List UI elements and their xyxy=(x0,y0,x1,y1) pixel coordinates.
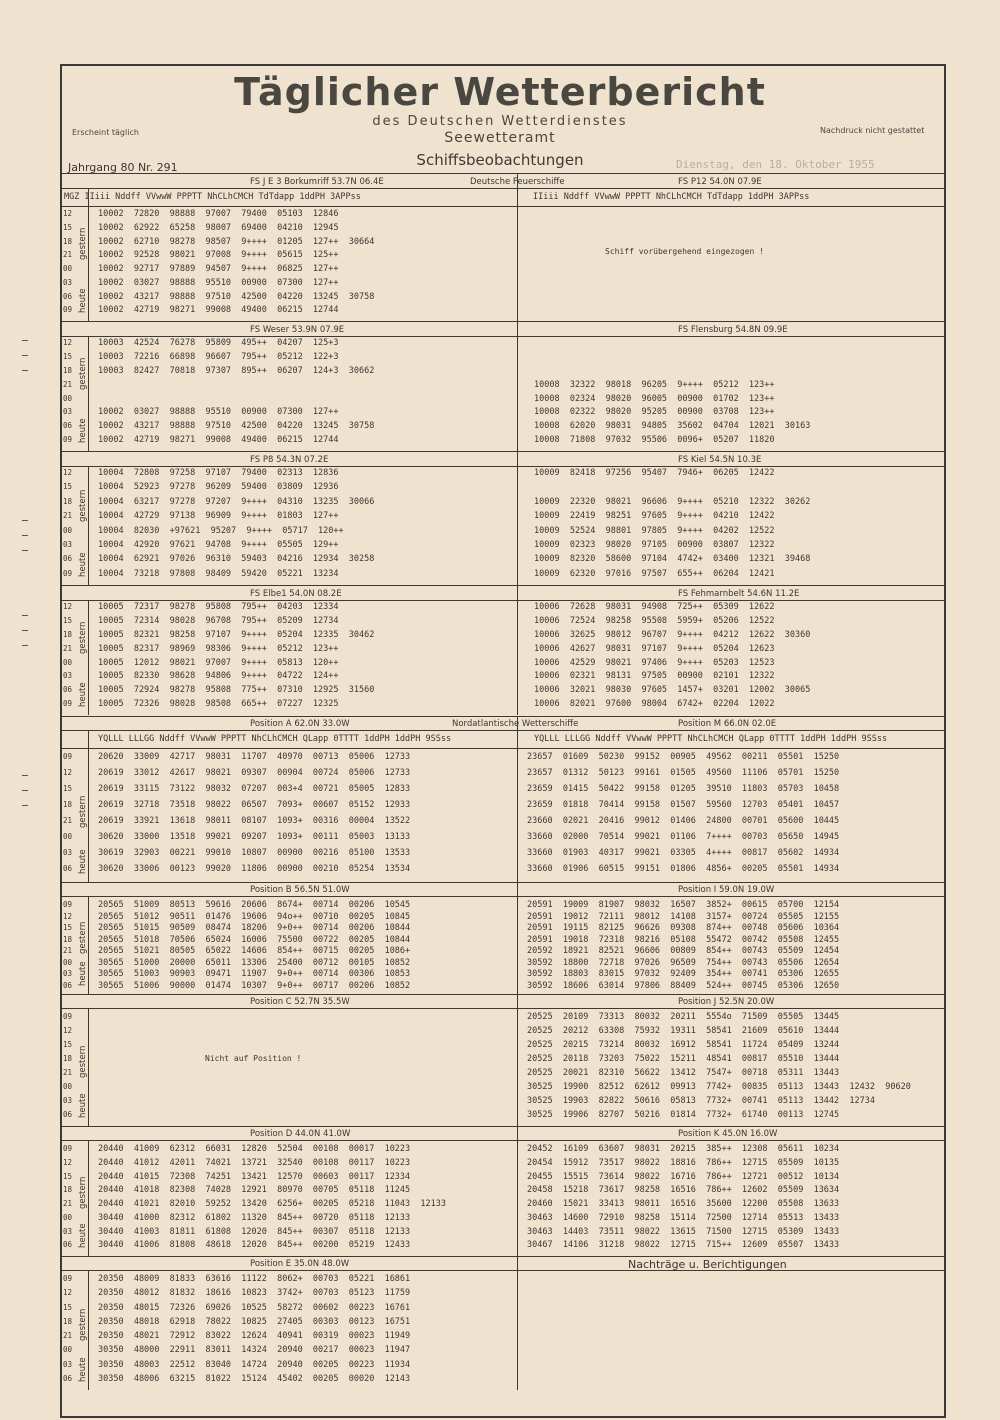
divider xyxy=(62,994,946,995)
row-time: 03 xyxy=(63,277,73,287)
section-label-right: FS P12 54.0N 07.9E xyxy=(678,177,762,187)
section-label-right: FS Fehmarnbelt 54.6N 11.2E xyxy=(678,589,800,599)
divider xyxy=(88,896,89,994)
row-time: 18 xyxy=(63,1316,73,1326)
divider xyxy=(62,882,946,883)
table-row: 10005 72314 98028 96708 795++ 05209 12734 xyxy=(98,615,339,626)
section-label-right: Position J 52.5N 20.0W xyxy=(678,997,775,1007)
punch-mark xyxy=(22,790,28,792)
column-header: MGZ IIiii Nddff VVwwW PPPTT NhCLhCMCH TdTdapp 1ddPH 3APPss xyxy=(64,192,361,202)
table-row: 10009 62320 97016 97507 655++ 06204 12421 xyxy=(534,568,775,579)
row-time: 09 xyxy=(63,435,73,445)
table-row: 10002 72820 98888 97007 79400 05103 12846 xyxy=(98,209,339,219)
row-time: 06 xyxy=(63,1110,73,1119)
row-time: 09 xyxy=(63,1012,73,1021)
table-row: 30620 33000 13518 99021 09207 1093+ 00111 05003 13133 xyxy=(98,832,411,842)
gestern-label: gestern xyxy=(78,921,88,954)
table-row: 20525 20212 63308 75932 19311 58541 21609 05610 13444 xyxy=(527,1026,840,1036)
table-row: 20591 19009 81907 98032 16507 3852+ 00615 05700 12154 xyxy=(527,900,840,910)
table-row: 33660 01903 40317 99021 03305 4++++ 00817 05602 14934 xyxy=(527,848,840,858)
table-row: 10004 42729 97138 96909 9++++ 01803 127++ xyxy=(98,511,339,522)
heute-label: heute xyxy=(78,682,88,707)
row-time: 18 xyxy=(63,365,73,375)
gestern-label: gestern xyxy=(78,489,88,522)
table-row: 10009 82418 97256 95407 7946+ 06205 12422 xyxy=(534,468,775,478)
column-header: YQLLL LLLGG Nddff VVwwW PPPTT NhCLhCMCH QLapp 0TTTT 1ddPH 1ddPH 9SSss xyxy=(534,734,888,744)
row-time: 21 xyxy=(63,816,73,825)
table-row: 20565 51015 90509 08474 18206 9+0++ 00714 00206 10844 xyxy=(98,923,411,933)
row-time: 06 xyxy=(63,864,73,873)
section-label-left: Position E 35.0N 48.0W xyxy=(250,1259,350,1269)
table-row: 10009 02323 98020 97105 00900 03807 12322 xyxy=(534,539,775,550)
row-time: 06 xyxy=(63,685,73,695)
divider xyxy=(62,1270,946,1271)
section-label-right: FS Flensburg 54.8N 09.9E xyxy=(678,325,788,335)
column-header: IIiii Nddff VVwwW PPPTT NhCLhCMCH TdTdapp 1ddPH 3APPss xyxy=(533,192,810,202)
row-time: 06 xyxy=(63,1240,73,1250)
table-row: 10006 32021 98030 97605 1457+ 03201 12002 30065 xyxy=(534,685,811,696)
divider xyxy=(62,336,946,337)
row-time: 03 xyxy=(63,1096,73,1105)
table-row: 10006 72628 98031 94908 725++ 05309 12622 xyxy=(534,602,775,612)
row-time: 12 xyxy=(63,1026,73,1035)
gestern-label: gestern xyxy=(78,1308,88,1342)
table-row: 23660 02021 20416 99012 01406 24800 00701 05600 10445 xyxy=(527,816,840,826)
row-time: 00 xyxy=(63,393,73,403)
row-time: 06 xyxy=(63,980,73,990)
table-row: 10005 82330 98628 94806 9++++ 04722 124++ xyxy=(98,671,339,682)
table-row: 30592 18606 63014 97806 88409 524++ 00745 05306 12650 xyxy=(527,980,840,991)
divider xyxy=(62,1140,946,1141)
row-time: 15 xyxy=(63,784,73,793)
heute-label: heute xyxy=(78,552,88,577)
jahrgang: Jahrgang 80 Nr. 291 xyxy=(68,161,178,174)
table-row: 30463 14600 72910 98258 15114 72500 12714 05513 13433 xyxy=(527,1212,840,1223)
row-time: 03 xyxy=(63,969,73,978)
table-row: 20565 51021 80505 65022 14606 854++ 00715 00205 1086+ xyxy=(98,946,411,956)
divider xyxy=(517,451,518,585)
row-time: 18 xyxy=(63,934,73,944)
row-time: 12 xyxy=(63,1157,73,1167)
table-row: 20525 20021 82310 56622 13412 7547+ 00718 05311 13443 xyxy=(527,1068,840,1078)
table-row: 30525 19900 82512 62612 09913 7742+ 00835 05113 13443 12432 90620 xyxy=(527,1082,911,1092)
punch-mark xyxy=(22,805,28,807)
row-time: 03 xyxy=(63,1226,73,1236)
center-heading: Deutsche Feuerschiffe xyxy=(470,177,565,187)
row-time: 21 xyxy=(63,250,73,260)
row-time: 00 xyxy=(63,264,73,273)
table-row: 10006 72524 98258 95508 5959+ 05206 12522 xyxy=(534,615,775,626)
punch-mark xyxy=(22,775,28,777)
table-row: 20592 18921 82521 96606 00809 854++ 00743 05509 12454 xyxy=(527,946,840,956)
row-time: 15 xyxy=(63,923,73,932)
divider xyxy=(517,321,518,451)
table-row: 23659 01818 70414 99158 01507 59560 12703 05401 10457 xyxy=(527,800,840,810)
heute-label: heute xyxy=(78,418,88,443)
heute-label: heute xyxy=(78,1223,88,1248)
row-time: 15 xyxy=(63,1171,73,1181)
table-row: 10004 72808 97258 97107 79400 02313 12836 xyxy=(98,468,339,478)
gestern-label: gestern xyxy=(78,621,88,654)
row-time: 15 xyxy=(63,482,73,492)
right-note: Schiff vorübergehend eingezogen ! xyxy=(605,247,764,256)
gestern-label: gestern xyxy=(78,795,88,828)
table-row: 10002 62922 65258 98007 69400 04210 12945 xyxy=(98,222,339,233)
table-row: 20619 33115 73122 98032 07207 003+4 00721 05005 12833 xyxy=(98,784,411,794)
table-row: 30350 48000 22911 83011 14324 20940 00217 00023 11947 xyxy=(98,1345,411,1356)
divider xyxy=(62,451,946,452)
divider xyxy=(62,173,946,174)
divider xyxy=(62,896,946,897)
row-time: 09 xyxy=(63,1144,73,1153)
divider xyxy=(62,188,946,189)
table-row: 10005 82321 98258 97107 9++++ 05204 12335 30462 xyxy=(98,629,375,640)
divider xyxy=(517,585,518,715)
row-time: 21 xyxy=(63,1331,73,1340)
table-row: 10008 02324 98020 96005 00900 01702 123++ xyxy=(534,393,775,404)
table-row: 23657 01609 50230 99152 00905 49562 00211 05501 15250 xyxy=(527,752,840,762)
row-time: 09 xyxy=(63,1274,73,1283)
punch-mark xyxy=(22,615,28,617)
row-time: 06 xyxy=(63,421,73,431)
punch-mark xyxy=(22,550,28,552)
row-time: 15 xyxy=(63,222,73,232)
table-row: 20525 20109 73313 80032 20211 5554o 71509 05505 13445 xyxy=(527,1012,840,1022)
table-row: 20458 15218 73617 98258 16516 786++ 12602 05509 13634 xyxy=(527,1185,840,1196)
row-time: 12 xyxy=(63,768,73,777)
row-time: 00 xyxy=(63,1345,73,1355)
row-time: 03 xyxy=(63,1359,73,1369)
row-time: 12 xyxy=(63,468,73,477)
table-row: 20591 19012 72111 98012 14108 3157+ 00724 05505 12155 xyxy=(527,911,840,922)
section-label-right: Position M 66.0N 02.0E xyxy=(678,719,777,729)
row-time: 12 xyxy=(63,209,73,218)
row-time: 15 xyxy=(63,1040,73,1049)
table-row: 30467 14106 31218 98022 12715 715++ 12609 05507 13433 xyxy=(527,1240,840,1251)
table-row: 10002 42719 98271 99008 49400 06215 12744 xyxy=(98,435,339,446)
heute-label: heute xyxy=(78,1357,88,1382)
row-time: 06 xyxy=(63,291,73,301)
row-time: 00 xyxy=(63,957,73,967)
table-row: 20619 32718 73518 98022 06507 7093+ 00607 05152 12933 xyxy=(98,800,411,810)
table-row: 10005 12012 98021 97007 9++++ 05813 120++ xyxy=(98,657,339,668)
divider xyxy=(62,716,946,717)
table-row: 20460 15021 33413 98011 16516 35600 12200 05508 13633 xyxy=(527,1199,840,1209)
table-row: 20440 41012 42011 74021 13721 32540 00108 00117 10223 xyxy=(98,1157,411,1168)
punch-mark xyxy=(22,630,28,632)
gestern-label: gestern xyxy=(78,1176,88,1209)
table-row: 10008 32322 98018 96205 9++++ 05212 123++ xyxy=(534,379,775,390)
column-header: YQLLL LLLGG Nddff VVwwW PPPTT NhCLhCMCH QLapp 0TTTT 1ddPH 1ddPH 9SSss xyxy=(98,734,452,744)
row-time: 03 xyxy=(63,848,73,857)
table-row: 30565 51003 90903 09471 11907 9+0++ 00714 00306 10853 xyxy=(98,969,411,979)
table-row: 30620 33006 00123 99020 11806 00900 00210 05254 13534 xyxy=(98,864,411,874)
divider xyxy=(517,716,518,882)
table-row: 20619 33012 42617 98021 09307 00904 00724 05006 12733 xyxy=(98,768,411,778)
divider xyxy=(62,600,946,601)
table-row: 10002 92717 97889 94507 9++++ 06825 127++ xyxy=(98,264,339,274)
row-time: 00 xyxy=(63,525,73,535)
divider xyxy=(62,1008,946,1009)
table-row: 10009 22419 98251 97605 9++++ 04210 12422 xyxy=(534,511,775,522)
table-row: 10004 63217 97278 97207 9++++ 04310 13235 30066 xyxy=(98,496,375,507)
table-row: 30592 18803 83015 97032 92409 354++ 00741 05306 12655 xyxy=(527,969,840,979)
table-row: 20591 19115 82125 96626 09308 874++ 00748 05606 10364 xyxy=(527,923,840,933)
row-time: 15 xyxy=(63,1302,73,1312)
row-time: 09 xyxy=(63,568,73,578)
row-time: 18 xyxy=(63,496,73,506)
section-label-left: Position C 52.7N 35.5W xyxy=(250,997,350,1007)
divider xyxy=(62,466,946,467)
divider xyxy=(517,994,518,1126)
report-subtitle: des Deutschen Wetterdienstes xyxy=(372,114,628,129)
section-label-left: Position D 44.0N 41.0W xyxy=(250,1129,351,1139)
section-label-right: FS Kiel 54.5N 10.3E xyxy=(678,455,762,465)
divider xyxy=(88,466,89,585)
table-row: 30440 41006 81808 48618 12020 845++ 00200 05219 12433 xyxy=(98,1240,411,1251)
table-row: 20350 48015 72326 69026 10525 58272 00602 00223 16761 xyxy=(98,1302,411,1313)
gestern-label: gestern xyxy=(78,1045,88,1078)
divider xyxy=(88,1140,89,1256)
table-row: 10005 72317 98278 95808 795++ 04203 12334 xyxy=(98,602,339,612)
row-time: 21 xyxy=(63,1199,73,1208)
divider xyxy=(88,336,89,451)
row-time: 15 xyxy=(63,351,73,361)
table-row: 20525 20118 73203 75022 15211 48541 00817 05510 13444 xyxy=(527,1054,840,1064)
table-row: 20350 48012 81832 18616 10823 3742+ 00703 05123 11759 xyxy=(98,1288,411,1299)
divider xyxy=(62,206,946,207)
divider xyxy=(88,730,89,882)
table-row: 10003 42524 76278 95809 495++ 04207 125+3 xyxy=(98,338,339,348)
divider xyxy=(62,748,946,749)
table-row: 10008 62020 98031 94805 35602 04704 12021 30163 xyxy=(534,421,811,432)
row-time: 09 xyxy=(63,305,73,315)
table-row: 10004 62921 97026 96310 59403 04216 12934 30258 xyxy=(98,554,375,565)
row-time: 21 xyxy=(63,643,73,653)
table-row: 23659 01415 50422 99158 01205 39510 11803 05703 10458 xyxy=(527,784,840,794)
table-row: 10003 72216 66898 96607 795++ 05212 122+3 xyxy=(98,351,339,362)
punch-mark xyxy=(22,340,28,342)
table-row: 20565 51018 70506 65024 16006 75500 00722 00205 10844 xyxy=(98,934,411,945)
table-row: 30463 14403 73511 98022 13615 71500 12715 05309 13433 xyxy=(527,1226,840,1237)
heute-label: heute xyxy=(78,849,88,874)
divider xyxy=(62,730,946,731)
table-row: 10002 03027 98888 95510 00900 07300 127++ xyxy=(98,277,339,288)
punch-mark xyxy=(22,370,28,372)
punch-mark xyxy=(22,520,28,522)
table-row: 10002 03027 98888 95510 00900 07300 127++ xyxy=(98,407,339,418)
divider xyxy=(62,321,946,322)
table-row: 30350 48003 22512 83040 14724 20940 00205 00223 11934 xyxy=(98,1359,411,1370)
table-row: 20440 41021 82010 59252 13420 6256+ 00205 05218 11043 12133 xyxy=(98,1199,446,1209)
table-row: 33660 01906 60515 99151 01806 4856+ 00205 05501 14934 xyxy=(527,864,840,874)
section-label-left: Position B 56.5N 51.0W xyxy=(250,885,350,895)
row-time: 21 xyxy=(63,946,73,955)
table-row: 30592 18800 72718 97026 96509 754++ 00743 05506 12654 xyxy=(527,957,840,968)
punch-mark xyxy=(22,535,28,537)
table-row: 20350 48018 62918 78022 10825 27405 00303 00123 16751 xyxy=(98,1316,411,1327)
table-row: 20591 19018 72318 98216 05108 55472 00742 05508 12455 xyxy=(527,934,840,945)
row-time: 15 xyxy=(63,615,73,625)
row-time: 03 xyxy=(63,539,73,549)
divider xyxy=(517,1256,518,1390)
table-row: 20455 15515 73614 98022 16716 786++ 12721 00512 10134 xyxy=(527,1171,840,1182)
divider xyxy=(62,1256,946,1257)
row-time: 00 xyxy=(63,657,73,667)
punch-mark xyxy=(22,355,28,357)
heute-label: heute xyxy=(78,288,88,313)
table-row: 30565 51000 20000 65011 13306 25400 00712 00105 10852 xyxy=(98,957,411,968)
table-row: 10006 82021 97600 98004 6742+ 02204 12022 xyxy=(534,699,775,710)
table-row: 10009 52524 98801 97805 9++++ 04202 12522 xyxy=(534,525,775,536)
table-row: 10006 02321 98131 97505 00900 02101 12322 xyxy=(534,671,775,682)
table-row: 20440 41009 62312 66031 12820 52504 00108 00017 10223 xyxy=(98,1144,411,1154)
table-row: 20452 16109 63607 98031 20215 385++ 12308 05611 10234 xyxy=(527,1144,840,1154)
row-time: 09 xyxy=(63,900,73,909)
row-time: 21 xyxy=(63,1068,73,1077)
table-row: 10002 43217 98888 97510 42500 04220 13245 30758 xyxy=(98,291,375,302)
divider xyxy=(88,1270,89,1390)
section-label-right: Position K 45.0N 16.0W xyxy=(678,1129,778,1139)
table-row: 10002 42719 98271 99008 49400 06215 12744 xyxy=(98,305,339,316)
section-label-left: FS P8 54.3N 07.2E xyxy=(250,455,329,465)
table-row: 30350 48006 63215 81022 15124 45402 00205 00020 12143 xyxy=(98,1373,411,1384)
table-row: 20440 41018 82308 74028 12921 80970 00705 05118 11245 xyxy=(98,1185,411,1196)
row-time: 00 xyxy=(63,1082,73,1091)
table-row: 10004 42920 97621 94708 9++++ 05505 129++ xyxy=(98,539,339,550)
divider xyxy=(517,173,518,321)
table-row: 33660 02000 70514 99021 01106 7++++ 00703 05650 14945 xyxy=(527,832,840,842)
table-row: 10005 72326 98028 98508 665++ 07227 12325 xyxy=(98,699,339,710)
heute-label: heute xyxy=(78,1093,88,1118)
table-row: 30619 32903 00221 99010 10807 00900 00216 05100 13533 xyxy=(98,848,411,858)
table-row: 10008 71808 97032 95506 0096+ 05207 11820 xyxy=(534,435,775,446)
left-note: Erscheint täglich xyxy=(72,128,139,137)
divider xyxy=(88,600,89,715)
table-row: 10002 43217 98888 97510 42500 04220 13245 30758 xyxy=(98,421,375,432)
punch-mark xyxy=(22,645,28,647)
report-date: Dienstag, den 18. Oktober 1955 xyxy=(676,158,875,171)
divider xyxy=(517,882,518,994)
row-time: 12 xyxy=(63,602,73,611)
table-row: 10002 62710 98278 98507 9++++ 01205 127++ 30664 xyxy=(98,236,375,247)
table-row: 10009 82320 58600 97104 4742+ 03400 12321 39468 xyxy=(534,554,811,565)
nachtraege-label: Nachträge u. Berichtigungen xyxy=(628,1258,787,1271)
row-time: 00 xyxy=(63,832,73,841)
row-time: 18 xyxy=(63,1185,73,1195)
table-row: 30525 19903 82822 50616 05813 7732+ 00741 05113 13442 12734 xyxy=(527,1096,875,1106)
left-note: Nicht auf Position ! xyxy=(205,1054,302,1063)
table-row: 30440 41000 82312 61802 11320 845++ 00720 05118 12133 xyxy=(98,1212,411,1223)
table-row: 30440 41003 81811 61808 12020 845++ 00307 05118 12133 xyxy=(98,1226,411,1237)
table-row: 30525 19906 82707 50216 01814 7732+ 61740 00113 12745 xyxy=(527,1110,840,1120)
table-row: 10004 82030 +97621 95207 9++++ 05717 120++ xyxy=(98,525,344,536)
row-time: 09 xyxy=(63,752,73,761)
table-row: 10006 42627 98031 97107 9++++ 05204 12623 xyxy=(534,643,775,654)
section-label-right: Position I 59.0N 19.0W xyxy=(678,885,775,895)
table-row: 10004 73218 97808 98409 59420 05221 13234 xyxy=(98,568,339,579)
table-row: 10003 82427 70818 97307 895++ 06207 124+3 30662 xyxy=(98,365,375,376)
section-label-left: Position A 62.0N 33.0W xyxy=(250,719,350,729)
table-row: 20350 48009 81833 63616 11122 8062+ 00703 05221 16861 xyxy=(98,1274,411,1284)
gestern-label: gestern xyxy=(78,357,88,390)
table-row: 20619 33921 13618 98011 08107 1093+ 00316 00004 13522 xyxy=(98,816,411,826)
report-office: Seewetteramt xyxy=(444,130,556,146)
row-time: 03 xyxy=(63,407,73,417)
row-time: 06 xyxy=(63,554,73,564)
right-note: Nachdruck nicht gestattet xyxy=(820,126,925,135)
divider xyxy=(517,1126,518,1256)
report-title: Täglicher Wetterbericht xyxy=(234,70,766,114)
report-section: Schiffsbeobachtungen xyxy=(416,151,584,169)
row-time: 12 xyxy=(63,1288,73,1298)
row-time: 18 xyxy=(63,800,73,809)
table-row: 20525 20215 73214 80032 16912 58541 11724 05409 13244 xyxy=(527,1040,840,1050)
divider xyxy=(88,188,89,321)
row-time: 09 xyxy=(63,699,73,709)
table-row: 10006 32625 98012 96707 9++++ 04212 12622 30360 xyxy=(534,629,811,640)
row-time: 06 xyxy=(63,1373,73,1383)
table-row: 20440 41015 72308 74251 13421 12570 00603 00117 12334 xyxy=(98,1171,411,1182)
table-row: 20350 48021 72912 83022 12624 40941 00319 00023 11949 xyxy=(98,1331,411,1341)
row-time: 18 xyxy=(63,629,73,639)
row-time: 12 xyxy=(63,911,73,921)
divider xyxy=(62,585,946,586)
table-row: 23657 01312 50123 99161 01505 49560 11106 05701 15250 xyxy=(527,768,840,778)
ws-heading: Nordatlantische Wetterschiffe xyxy=(452,719,579,729)
row-time: 18 xyxy=(63,236,73,246)
section-label-left: FS J E 3 Borkumriff 53.7N 06.4E xyxy=(250,177,384,187)
table-row: 10002 92528 98021 97008 9++++ 05615 125++ xyxy=(98,250,339,261)
gestern-label: gestern xyxy=(78,227,88,260)
row-time: 21 xyxy=(63,379,73,389)
table-row: 10008 02322 98020 95205 00900 03708 123++ xyxy=(534,407,775,418)
row-time: 12 xyxy=(63,338,73,347)
table-row: 10005 82317 98969 98306 9++++ 05212 123++ xyxy=(98,643,339,654)
table-row: 10006 42529 98021 97406 9++++ 05203 12523 xyxy=(534,657,775,668)
divider xyxy=(62,1126,946,1127)
row-time: 18 xyxy=(63,1054,73,1063)
row-time: 00 xyxy=(63,1212,73,1222)
table-row: 30565 51006 90000 01474 10307 9+0++ 00717 00206 10852 xyxy=(98,980,411,991)
section-label-left: FS Elbe1 54.0N 08.2E xyxy=(250,589,342,599)
row-time: 03 xyxy=(63,671,73,681)
table-row: 10004 52923 97278 96209 59400 03809 12936 xyxy=(98,482,339,493)
divider xyxy=(88,1008,89,1126)
section-label-left: FS Weser 53.9N 07.9E xyxy=(250,325,345,335)
table-row: 20620 33009 42717 98031 11707 40970 00713 05006 12733 xyxy=(98,752,411,762)
heute-label: heute xyxy=(78,961,88,986)
table-row: 10009 22320 98021 96606 9++++ 05210 12322 30262 xyxy=(534,496,811,507)
row-time: 21 xyxy=(63,511,73,521)
table-row: 20565 51012 90511 01476 19606 94o++ 00710 00205 10845 xyxy=(98,911,411,922)
table-row: 10005 72924 98278 95808 775++ 07310 12925 31560 xyxy=(98,685,375,696)
table-row: 20454 15912 73517 98022 18816 786++ 12715 05509 10135 xyxy=(527,1157,840,1168)
table-row: 20565 51009 80513 59616 20606 8674+ 00714 00206 10545 xyxy=(98,900,411,910)
